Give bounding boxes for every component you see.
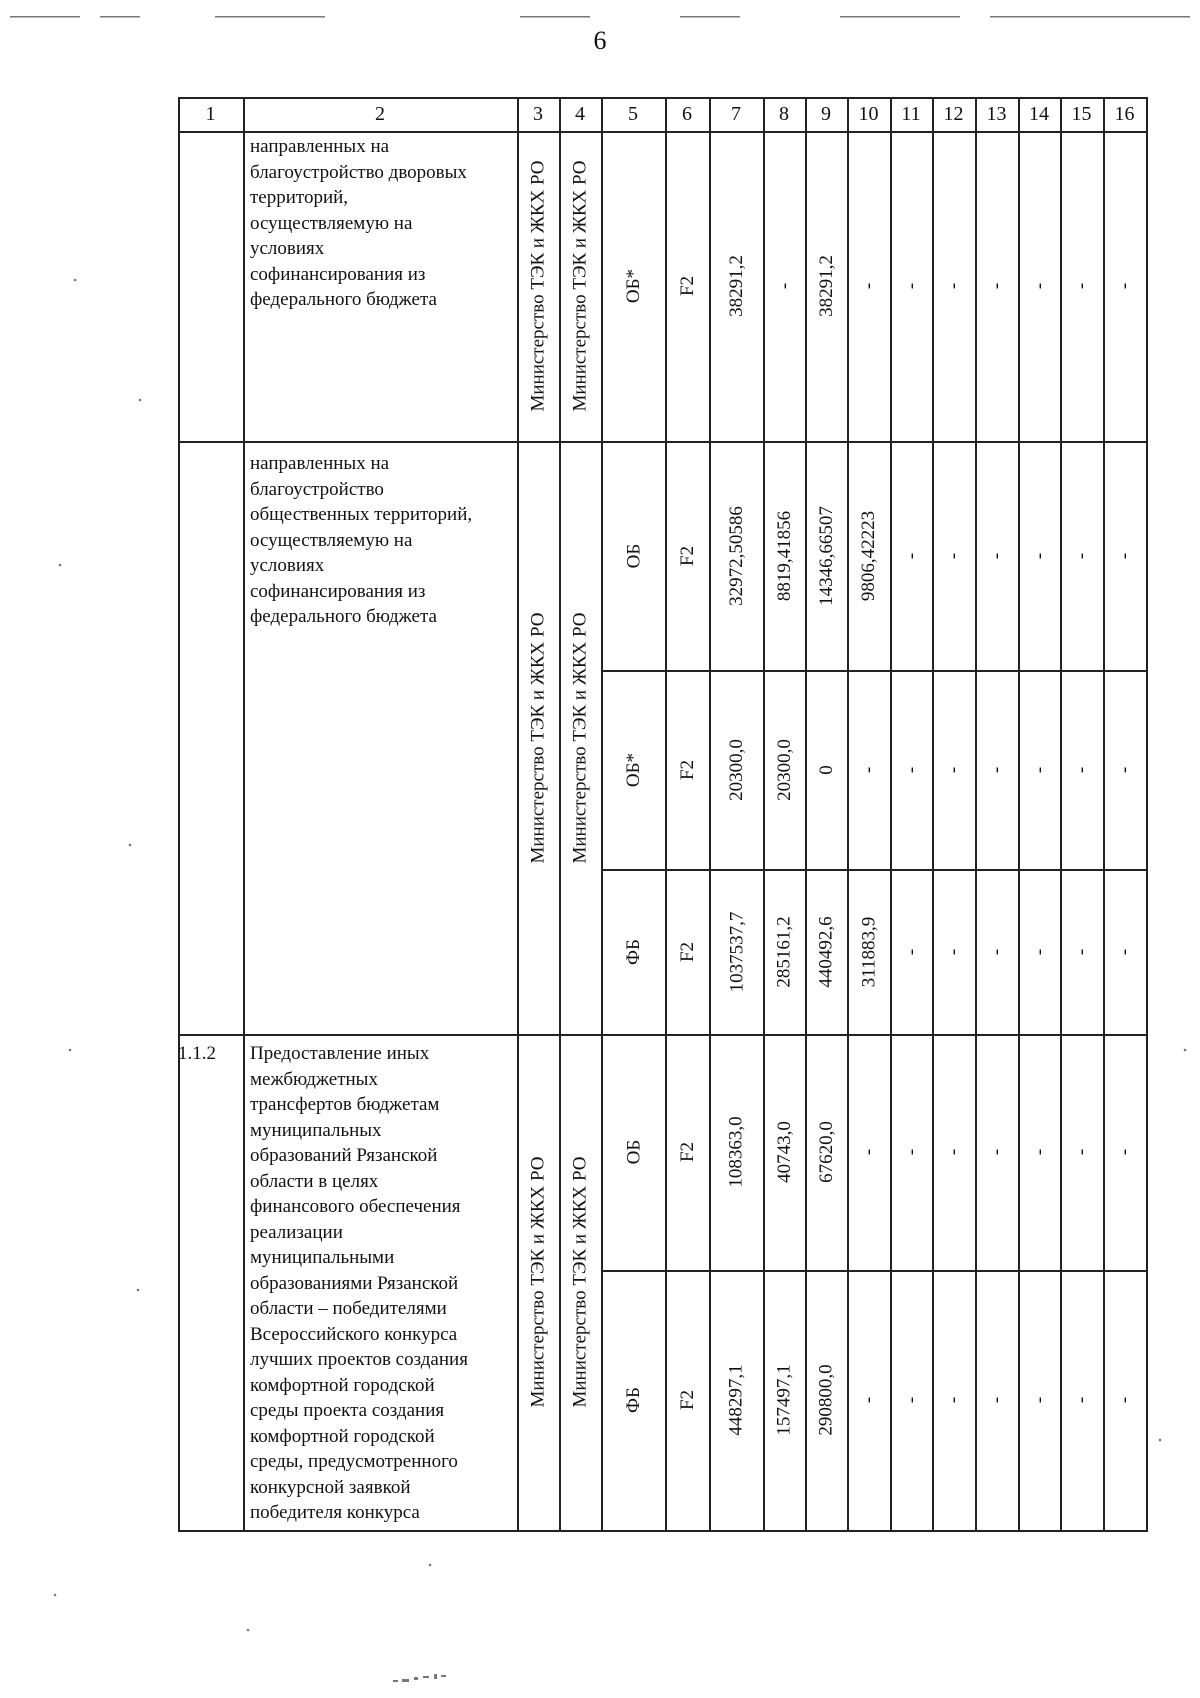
budget-code: F2 xyxy=(676,275,698,297)
value-col-13: - xyxy=(986,282,1008,290)
main-administrator: Министерство ТЭК и ЖКХ РО xyxy=(569,611,591,864)
value-col-12: - xyxy=(943,1148,965,1156)
header-col-7: 7 xyxy=(731,102,741,125)
value-col-8: 8819,41856 xyxy=(774,510,795,601)
value-col-9: 67620,0 xyxy=(816,1121,837,1183)
funding-source: ФБ xyxy=(622,1387,644,1413)
responsible-executor: Министерство ТЭК и ЖКХ РО xyxy=(527,160,549,412)
value-col-10: - xyxy=(858,1396,880,1404)
value-col-13: - xyxy=(986,1148,1008,1156)
value-col-11: - xyxy=(900,1396,922,1404)
main-administrator: Министерство ТЭК и ЖКХ РО xyxy=(569,1156,591,1408)
value-col-15: - xyxy=(1071,766,1093,773)
value-col-10: - xyxy=(858,282,880,290)
header-col-1: 1 xyxy=(205,102,216,125)
responsible-executor: Министерство ТЭК и ЖКХ РО xyxy=(527,611,549,864)
value-col-12: - xyxy=(943,766,965,773)
value-col-11: - xyxy=(900,552,922,559)
value-col-16: - xyxy=(1114,1148,1136,1156)
value-col-11: - xyxy=(900,766,922,773)
value-col-13: - xyxy=(986,766,1008,773)
header-col-16: 16 xyxy=(1114,102,1135,125)
value-col-13: - xyxy=(986,552,1008,559)
main-administrator: Министерство ТЭК и ЖКХ РО xyxy=(569,160,591,412)
funding-source: ФБ xyxy=(622,938,644,965)
page-number: 6 xyxy=(593,26,607,55)
budget-code: F2 xyxy=(676,941,698,962)
value-col-11: - xyxy=(900,282,922,290)
value-col-12: - xyxy=(943,552,965,559)
value-col-7: 108363,0 xyxy=(726,1116,747,1188)
value-col-16: - xyxy=(1114,766,1136,773)
budget-code: F2 xyxy=(676,1389,698,1411)
value-col-7: 20300,0 xyxy=(726,738,747,801)
value-col-16: - xyxy=(1114,282,1136,290)
header-col-14: 14 xyxy=(1029,102,1049,125)
row-number: 1.1.2 xyxy=(178,1043,216,1064)
funding-source: ОБ xyxy=(622,543,644,568)
value-col-8: 157497,1 xyxy=(774,1364,795,1436)
header-col-12: 12 xyxy=(943,102,964,125)
value-col-15: - xyxy=(1071,552,1093,559)
value-col-9: 440492,6 xyxy=(816,915,837,988)
value-col-7: 38291,2 xyxy=(726,255,747,317)
value-col-12: - xyxy=(943,282,965,290)
responsible-executor: Министерство ТЭК и ЖКХ РО xyxy=(527,1156,549,1408)
value-col-8: - xyxy=(773,282,795,290)
value-col-15: - xyxy=(1071,1148,1093,1156)
value-col-9: 38291,2 xyxy=(816,255,837,317)
value-col-14: - xyxy=(1028,1396,1050,1404)
value-col-11: - xyxy=(900,948,922,955)
header-col-9: 9 xyxy=(821,102,831,125)
value-col-14: - xyxy=(1028,552,1050,559)
row-description: направленных на благоустройство общественных территорий, осуществляемую на условиях софинансирования из федерального бюджета xyxy=(250,453,473,627)
value-col-16: - xyxy=(1114,948,1136,955)
budget-code: F2 xyxy=(676,1141,698,1163)
funding-source: ОБ* xyxy=(622,752,644,787)
header-col-5: 5 xyxy=(628,102,638,125)
value-col-8: 285161,2 xyxy=(774,915,795,988)
header-col-4: 4 xyxy=(575,102,585,125)
budget-code: F2 xyxy=(676,759,698,780)
header-col-11: 11 xyxy=(901,102,921,125)
value-col-15: - xyxy=(1071,282,1093,290)
value-col-15: - xyxy=(1071,1396,1093,1404)
funding-source: ОБ* xyxy=(622,268,644,304)
header-col-15: 15 xyxy=(1071,102,1092,125)
value-col-10: 9806,42223 xyxy=(858,510,880,601)
value-col-10: - xyxy=(858,766,880,773)
value-col-11: - xyxy=(900,1148,922,1156)
value-col-14: - xyxy=(1028,766,1050,773)
value-col-13: - xyxy=(986,1396,1008,1404)
value-col-12: - xyxy=(943,948,965,955)
value-col-14: - xyxy=(1028,1148,1050,1156)
value-col-16: - xyxy=(1114,552,1136,559)
header-col-3: 3 xyxy=(533,102,543,125)
funding-source: ОБ xyxy=(622,1139,644,1165)
value-col-9: 290800,0 xyxy=(816,1364,837,1436)
budget-code: F2 xyxy=(676,545,698,566)
header-col-10: 10 xyxy=(858,102,879,125)
value-col-8: 40743,0 xyxy=(774,1121,795,1183)
value-col-16: - xyxy=(1114,1396,1136,1404)
value-col-15: - xyxy=(1071,948,1093,955)
header-col-8: 8 xyxy=(779,102,789,125)
value-col-14: - xyxy=(1028,282,1050,290)
value-col-8: 20300,0 xyxy=(774,738,795,801)
value-col-7: 32972,50586 xyxy=(726,505,747,606)
value-col-13: - xyxy=(986,948,1008,955)
value-col-7: 1037537,7 xyxy=(726,911,747,992)
value-col-12: - xyxy=(943,1396,965,1404)
header-col-2: 2 xyxy=(375,102,385,125)
value-col-9: 14346,66507 xyxy=(816,505,837,606)
row-description: направленных на благоустройство дворовых территорий, осуществляемую на условиях софинансирования из федерального бюджета xyxy=(250,136,467,310)
header-col-13: 13 xyxy=(986,102,1007,125)
value-col-10: 311883,9 xyxy=(858,916,880,987)
value-col-7: 448297,1 xyxy=(726,1364,747,1436)
value-col-9: 0 xyxy=(816,764,837,775)
value-col-10: - xyxy=(858,1148,880,1156)
value-col-14: - xyxy=(1028,948,1050,955)
header-col-6: 6 xyxy=(682,102,692,125)
row-description: Предоставление иных межбюджетных трансфертов бюджетам муниципальных образований Рязанской области в целях финансового обеспечения реализации муниципальными образованиями Рязанской области – победителями Всероссийского конкурса лучших проектов создания комфортной городской среды проекта создания комфортной городской среды, предусмотренного конкурсной заявкой победителя конкурса xyxy=(250,1043,468,1523)
